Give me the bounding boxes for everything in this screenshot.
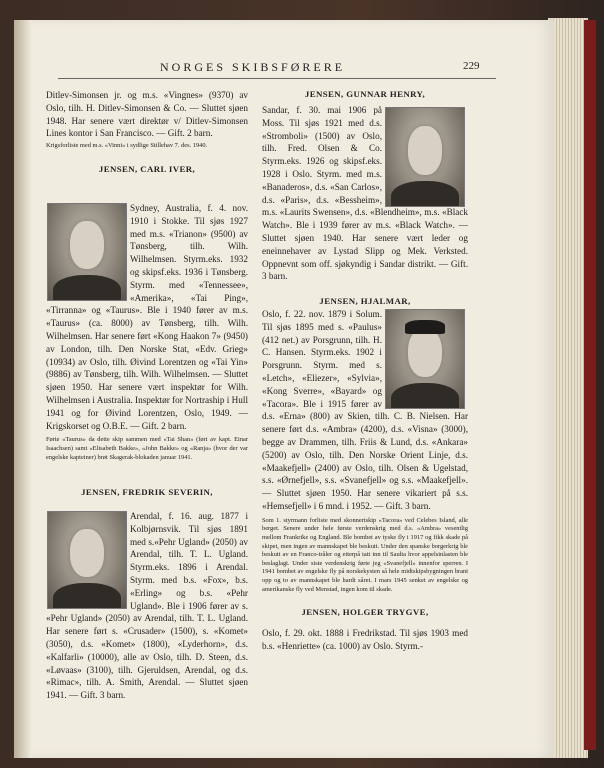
entry-heading-holger: JENSEN, HOLGER TRYGVE,	[301, 607, 429, 618]
hjalmar-entry	[262, 308, 468, 652]
fredrik-heading-wrap	[46, 486, 248, 499]
hjalmar-entry-text: Oslo, f. 22. nov. 1879 i Solum. Til sjøs 1895 med s. «Paulus» (412 net.) av Porsgrunn, tilh. H. C. Hansen. Styrm.eks. 1902 i Porsgrunn. Styrm. med s. «Letch», «Eliezer», «Sylvia», «Kong Sverre», «Bayard» og «Tacora». Ble i 1915 fører av d.s. «Erna» (800) av Skien, tilh. C. B. Nielsen. Har senere ført d.s. «Ambra» (4200), d.s. «Visna» (3000), begge av Drammen, tilh. Friis & Lund, d.s. «Ankara» (5200) av Oslo, tilh. Den Norske Orient Linje, d.s. «Maakefjell» (2400) av Oslo, tilh. Olsen & Ugelstad, s.s. «Ørnefjell», s.s. «Svanefjell» og s.s. «Maakefjell». — Sluttet sjøen 1950. Har senere vikariert på s.s. «Hemsefjell» i 6 mnd. i 1952. — Gift. 3 barn.	[262, 309, 468, 511]
page-edges	[548, 18, 588, 758]
gunnar-heading-wrap	[262, 88, 468, 101]
left-column-top	[46, 89, 248, 184]
fredrik-entry-text: Arendal, f. 16. aug. 1877 i Kolbjørnsvik. Til sjøs 1891 med s.«Pehr Ugland» (2050) av Arendal, tilh. T. L. Ugland. Styrm.eks. 1896 i Arendal. Styrm. med b.s. «Fox», b.s. «Erling» og b.s. «Pehr Ugland». Ble i 1906 fører av s. «Pehr Ugland» (2050) av Arendal, tilh. T. L. Ugland. Har senere ført s. «Crusader» (1500), s. «Komet» (3050), d.s. «Komet» (1800), «Lyderhorn», d.s. «Kalfarli» (10000), alle av Oslo, tilh. D. Steen, d.s. «Løvaas» (3100), tilh. Gjeruldsen, Arendal, og d.s. «Rimac», tilh. A. Smith, Arendal. — Sluttet sjøen 1941. — Gift. 3 barn.	[46, 511, 248, 701]
page-gutter	[14, 20, 32, 758]
page-number: 229	[463, 60, 480, 72]
cover-edge	[584, 20, 596, 750]
intro-paragraph: Ditlev-Simonsen jr. og m.s. «Vingnes» (9370) av Oslo, tilh. H. Ditlev-Simonsen & Co. — Sluttet sjøen 1948. Har senere vært direktør v/ Ditlev-Simonsen Lines kontor i San Francisco. — Gift. 2 barn.	[46, 90, 248, 139]
running-title: NORGES SKIBSFØRERE	[160, 60, 346, 74]
holger-entry-text: Oslo, f. 29. okt. 1888 i Fredrikstad. Til sjøs 1903 med b.s. «Henriette» (ca. 1000) av Oslo. Styrm.-	[262, 627, 468, 651]
entry-heading-fredrik: JENSEN, FREDRIK SEVERIN,	[81, 487, 213, 497]
gunnar-entry-text: Sandar, f. 30. mai 1906 på Moss. Til sjøs 1921 med d.s. «Stromboli» (1500) av Oslo, tilh. Fred. Olsen & Co. Styrm.eks. 1926 og skipsf.eks. 1928 i Oslo. Styrm. med m.s. «Banaderos», d.s. «San Carlos», d.s. «Paris», d.s. «Bessheim», m.s. «Laurits Swensen», d.s. «Blendheim», m.s. «Black Watch». Ble i 1939 fører av m.s. «Black Watch». — Sluttet sjøen 1940. Har senere vært leder og eneinnehaver av Lystad Slipp og Mek. Verksted. Oppnevnt som off. sjøkyndig i Sandar distrikt. — Gift. 3 barn.	[262, 105, 468, 282]
header-rule	[58, 78, 496, 79]
entry-heading-carl: JENSEN, CARL IVER,	[98, 163, 196, 174]
fredrik-entry	[46, 510, 248, 702]
gunnar-entry	[262, 104, 468, 316]
book-page	[14, 20, 554, 758]
carl-entry-text: Sydney, Australia, f. 4. nov. 1910 i Stokke. Til sjøs 1927 med m.s. «Trianon» (9500) av Tønsberg, tilh. Wilh. Wilhelmsen. Styrm.eks. 1932 og skipsf.eks. 1936 i Tønsberg. Styrm. med «Tennessee», «Amerika», «Tai Ping», «Tirranna» og «Taurus». Ble i 1940 fører av m.s. «Taurus» (ca. 8000) av Tønsberg, tilh. Wilh. Wilhelmsen. Har senere ført «Kong Haakon 7» (9450) av London, tilh. Den Norske Stat, «Edv. Grieg» (10934) av Oslo, tilh. Øivind Lorentzen og «Tai Yin» (9886) av Tønsberg, tilh. Wilh. Wilhelmsen. — Sluttet sjøen 1950. Har senere vært inspektør for Wilh. Wilhelmsen i Australia. Inspektør for Nortraship i Hull 1941 og for Øivind Lorentzen, Oslo, 1949. — Krigskorset og O.B.E. — Gift. 2 barn.	[46, 203, 248, 431]
hjalmar-entry-note: Som 1. styrmann forliste med skonnertskip «Tacora» ved Celebes Island, alle berget. Senere under hele første verdenskrig med d.s. «Ambra» vesentlig mellom Frankrike og England. Ble bombet av tyske fly i 1917 og fikk skade på skipet, men ingen av mannskapet ble beskutt. Under den spanske borgerkrig ble beskutt av en Franco-tråler og etterpå tatt inn til Saulta hvor appelsinlasten ble beslaglagt. Under siste verdenskrig førte jeg «Svanefjell» innenfor sperren. I 1941 bombet av engelske fly på norskekysten så hele midtskipsbygningen brant opp og to av mannskapet ble hardt såret. I mars 1945 senket av engelske og amerikanske fly ved Menstad, ingen kom til skade.	[262, 516, 468, 593]
intro-note: Krigsforliste med m.s. «Vinni» i sydlige Stillehav 7. des. 1940.	[46, 142, 208, 150]
entry-heading-gunnar: JENSEN, GUNNAR HENRY,	[304, 89, 426, 99]
carl-entry-note: Førte «Taurus» da dette skip sammen med «Tai Shan» (ført av kapt. Einar Isaachsen) samt «Elisabeth Bakke», «John Bakke» og «Ranja» (hvor der var engelske kapteiner) brøt Skagerak-blokaden januar 1941.	[46, 436, 248, 461]
carl-entry	[46, 202, 248, 462]
entry-heading-hjalmar: JENSEN, HJALMAR,	[319, 296, 411, 307]
